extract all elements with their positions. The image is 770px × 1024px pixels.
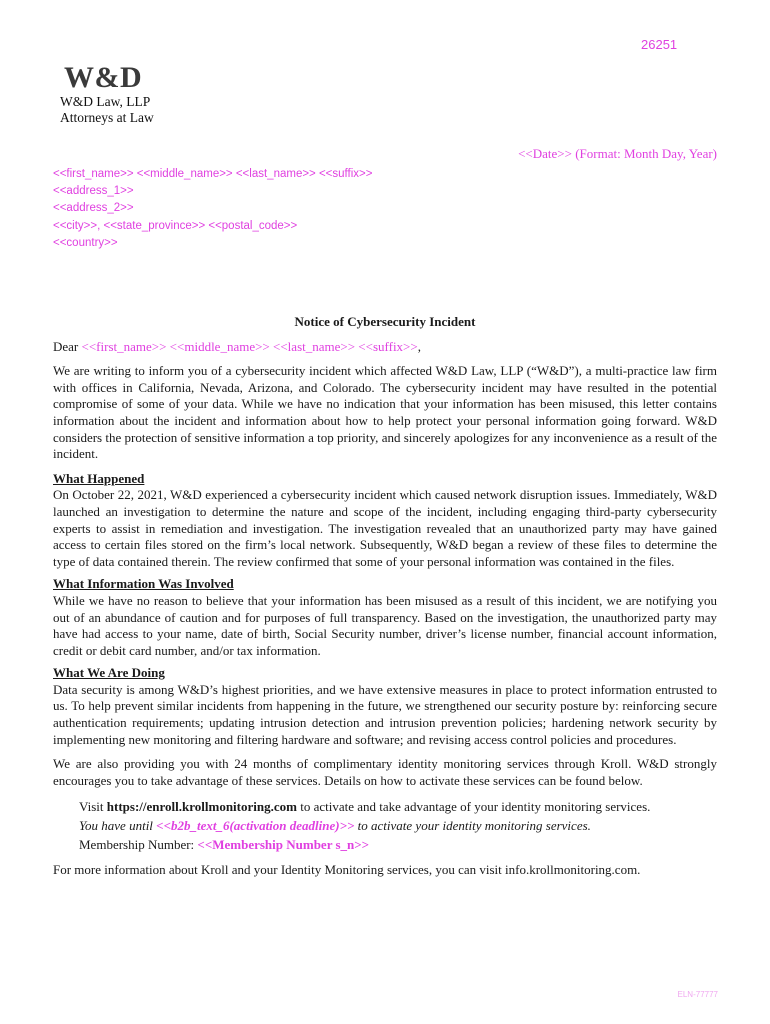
- what-doing-body: Data security is among W&D’s highest priorities, and we have extensive measures in place to protect information entrusted to us. To help prevent similar incidents from happening in the future, we strengthened our security posture by: reinforcing secure authentication requirements; updating intrusion detection and intrusion prevention policies; hardening network security by implementing new monitoring and filtering hardware and software; and revising access control policies and procedures.: [53, 681, 717, 747]
- address-line: <<address_1>>: [53, 185, 134, 198]
- letter-title: Notice of Cybersecurity Incident: [294, 314, 476, 329]
- info-involved-body: While we have no reason to believe that your information has been misused as a result of this incident, we are notifying you out of an abundance of caution and for purposes of full transparency. Based on the investigation, the unauthorized party may have had access to your name, date of birth, Social Security number, driver’s license number, financial account information, credit or debit card number, and/or tax information.: [53, 592, 717, 658]
- deadline-placeholder: <<b2b_text_6(activation deadline)>>: [156, 818, 355, 834]
- what-happened-heading: What Happened: [53, 470, 145, 486]
- letter-body: [53, 314, 717, 887]
- info-involved-heading: What Information Was Involved: [53, 576, 234, 592]
- visit-suffix: to activate and take advantage of your identity monitoring services.: [296, 799, 651, 815]
- closing-info: For more information about Kroll and your Identity Monitoring services, you can visit info.krollmonitoring.com.: [53, 862, 641, 878]
- address-line: <<first_name>> <<middle_name>> <<last_name>> <<suffix>>: [53, 168, 373, 180]
- address-line: <<city>>, <<state_province>> <<postal_code>>: [53, 219, 298, 232]
- membership-label: Membership Number:: [79, 837, 198, 853]
- salutation: [53, 339, 717, 356]
- recipient-address: [53, 166, 372, 252]
- logo-tagline: Attorneys at Law: [60, 110, 154, 125]
- membership-placeholder: <<Membership Number s_n>>: [197, 837, 370, 853]
- footer-code: ELN-77777: [677, 990, 718, 999]
- salutation-name-placeholder: <<first_name>> <<middle_name>> <<last_name>> <<suffix>>: [81, 338, 418, 354]
- reference-number: 26251: [641, 37, 678, 52]
- firm-logo: [60, 62, 170, 126]
- kroll-membership-line: [79, 835, 717, 854]
- kroll-instructions: [53, 797, 717, 854]
- kroll-visit-line: [79, 797, 717, 816]
- address-line: <<address_2>>: [53, 202, 134, 215]
- what-doing-heading: What We Are Doing: [53, 665, 165, 681]
- monitoring-paragraph: We are also providing you with 24 months of complimentary identity monitoring services through Kroll. W&D strongly encourages you to take advantage of these services. Details on how to activate these services can be found below.: [53, 756, 717, 788]
- date-placeholder: <<Date>> (Format: Month Day, Year): [518, 146, 717, 161]
- logo-firm-name: W&D Law, LLP: [60, 94, 151, 109]
- salutation-suffix: ,: [417, 338, 421, 354]
- logo-mark: W&D: [64, 61, 143, 94]
- address-line: <<country>>: [53, 236, 118, 249]
- kroll-deadline-line: [79, 816, 717, 835]
- visit-prefix: Visit: [79, 799, 107, 815]
- intro-paragraph: We are writing to inform you of a cybersecurity incident which affected W&D Law, LLP (“W&D”), a multi-practice law firm with offices in California, Nevada, Arizona, and Colorado. The cybersecurity incident may have resulted in the potential compromise of some of your data. While we have no indication that your information has been misused, this letter contains information about the incident and information about how to help protect your personal information going forward. W&D considers the protection of sensitive information a top priority, and sincerely apologizes for any inconvenience as a result of the incident.: [53, 363, 717, 462]
- deadline-prefix: You have until: [79, 818, 157, 834]
- deadline-suffix: to activate your identity monitoring services.: [354, 818, 591, 834]
- what-happened-body: On October 22, 2021, W&D experienced a cybersecurity incident which caused network disruption issues. Immediately, W&D launched an investigation to determine the nature and scope of the incident, including engaging third-party cybersecurity experts to assist in remediation and investigation. The investigation revealed that an unauthorized party may have gained access to certain files stored on the firm’s local network. Subsequently, W&D began a review of these files to determine the type of data contained therein. The review confirmed that some of your personal information was contained in the files.: [53, 487, 717, 569]
- salutation-prefix: Dear: [53, 338, 82, 354]
- enroll-link[interactable]: https://enroll.krollmonitoring.com: [106, 799, 297, 815]
